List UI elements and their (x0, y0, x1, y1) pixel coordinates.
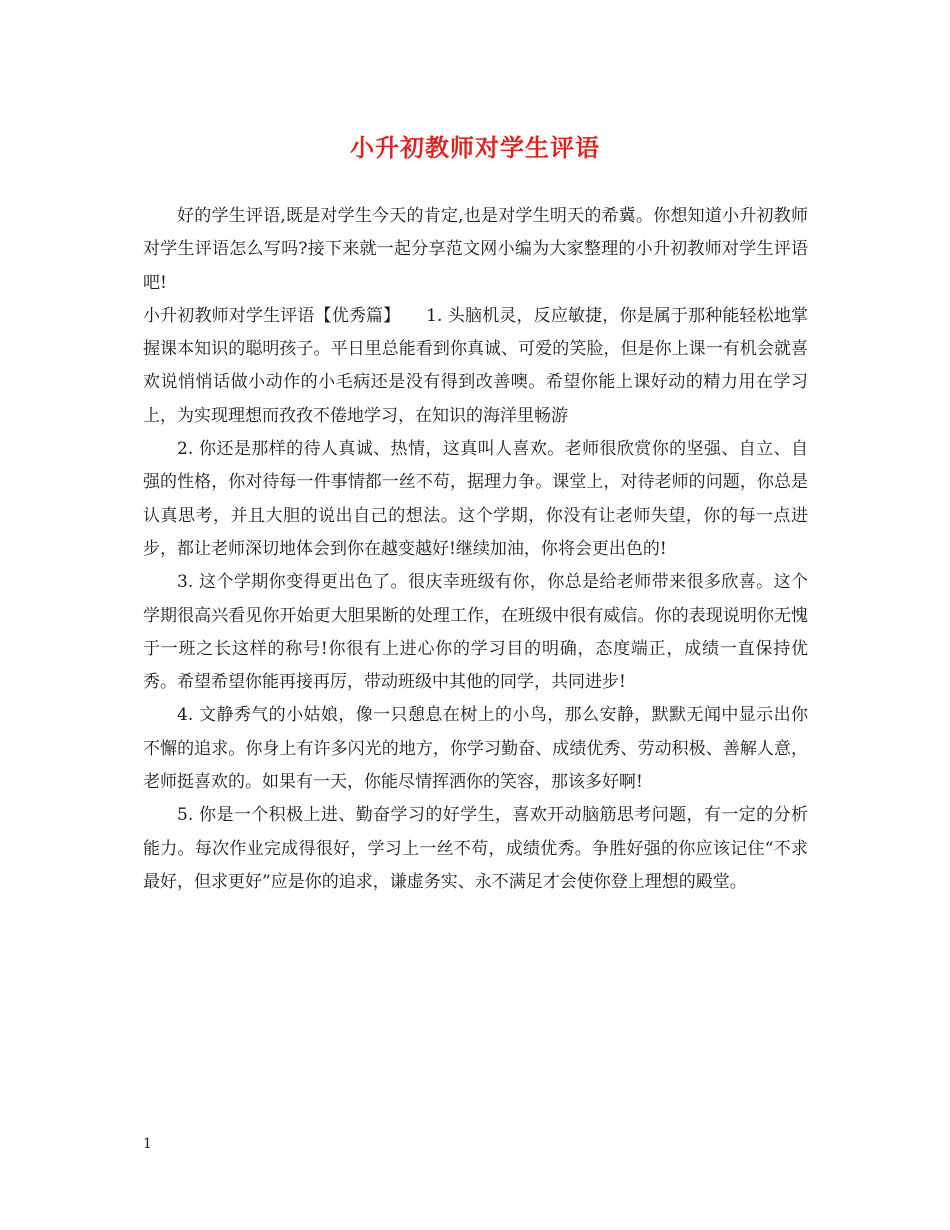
paragraph-5: 5. 你是一个积极上进、勤奋学习的好学生，喜欢开动脑筋思考问题，有一定的分析能力。每次作业完成得很好，学习上一丝不苟，成绩优秀。争胜好强的你应该记住“不求最好，但求更好”应是你的追求，谦虚务实、永不满足才会使你登上理想的殿堂。 (143, 805, 808, 892)
document-title: 小升初教师对学生评语 (350, 134, 600, 162)
paragraph-4: 4. 文静秀气的小姑娘，像一只憩息在树上的小鸟，那么安静，默默无闻中显示出你不懈的追求。你身上有许多闪光的地方，你学习勤奋、成绩优秀、劳动积极、善解人意，老师挺喜欢的。如果有一天，你能尽情挥洒你的笑容，那该多好啊! (143, 705, 808, 793)
paragraph-3: 3. 这个学期你变得更出色了。很庆幸班级有你，你总是给老师带来很多欣喜。这个学期很高兴看见你开始更大胆果断的处理工作，在班级中很有威信。你的表现说明你无愧于一班之长这样的称号!你很有上进心你的学习目的明确，态度端正，成绩一直保持优秀。希望希望你能再接再厉，带动班级中其他的同学，共同进步! (143, 572, 808, 693)
document-body (143, 200, 808, 899)
paragraph-2: 2. 你还是那样的待人真诚、热情，这真叫人喜欢。老师很欣赏你的坚强、自立、自强的性格，你对待每一件事情都一丝不苟，据理力争。课堂上，对待老师的问题，你总是认真思考，并且大胆的说出自己的想法。这个学期，你没有让老师失望，你的每一点进步，都让老师深切地体会到你在越变越好!继续加油，你将会更出色的! (143, 439, 808, 559)
page-number: 1 (143, 1136, 152, 1152)
paragraph-1: 小升初教师对学生评语【优秀篇】 1. 头脑机灵，反应敏捷，你是属于那种能轻松地掌握课本知识的聪明孩子。平日里总能看到你真诚、可爱的笑脸，但是你上课一有机会就喜欢说悄悄话做小动作的小毛病还是没有得到改善噢。希望你能上课好动的精力用在学习上，为实现理想而孜孜不倦地学习，在知识的海洋里畅游 (143, 305, 808, 426)
paragraph-intro: 好的学生评语,既是对学生今天的肯定,也是对学生明天的希冀。你想知道小升初教师对学生评语怎么写吗?接下来就一起分享范文网小编为大家整理的小升初教师对学生评语吧! (143, 206, 808, 293)
